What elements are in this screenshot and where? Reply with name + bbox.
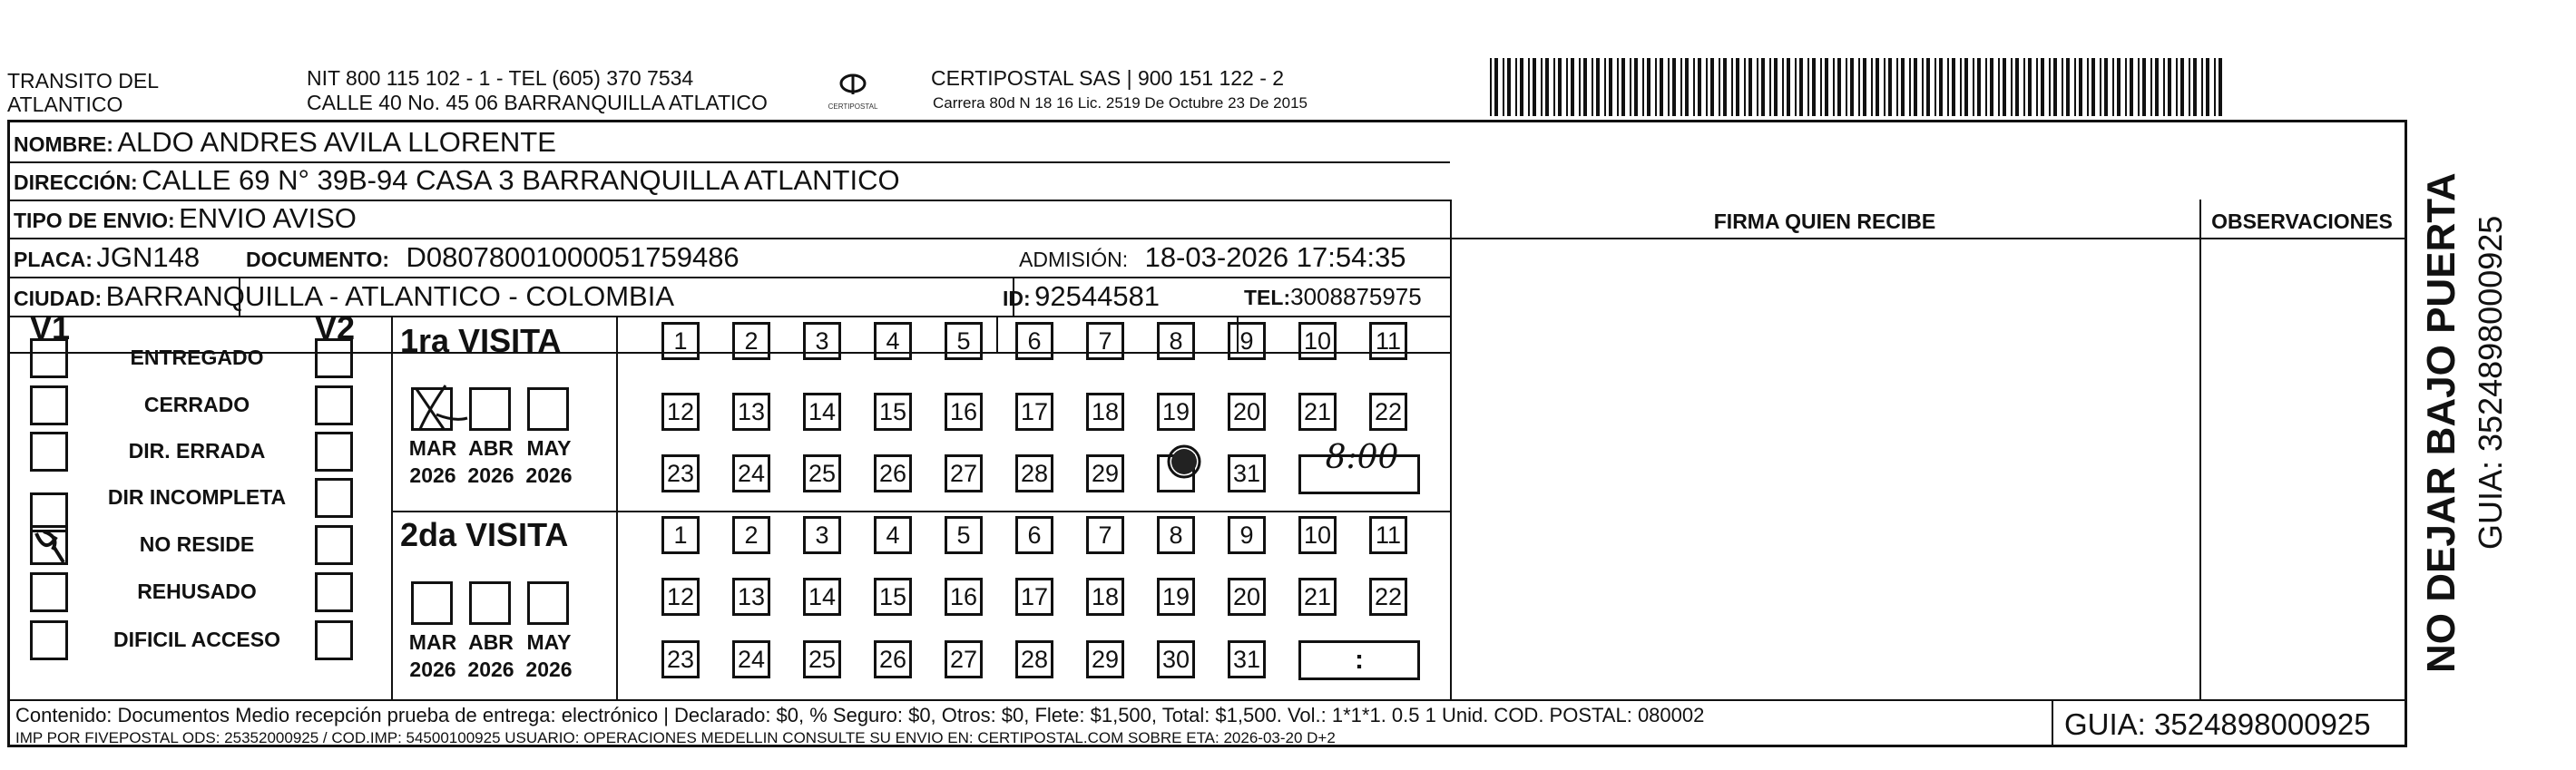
barcode-bar bbox=[2155, 58, 2159, 116]
visit-time-box[interactable]: : bbox=[1298, 640, 1420, 680]
day-box[interactable]: 12 bbox=[661, 578, 700, 616]
address-label: DIRECCIÓN: bbox=[14, 171, 138, 194]
month-label: ABR bbox=[468, 436, 514, 460]
barcode-bar bbox=[1660, 58, 1663, 116]
year-label: 2026 bbox=[409, 658, 456, 681]
v1-checkbox[interactable] bbox=[30, 492, 68, 532]
day-box[interactable]: 28 bbox=[1015, 454, 1053, 492]
admission-label: ADMISIÓN: bbox=[1019, 248, 1129, 271]
barcode-bar bbox=[2087, 58, 2089, 116]
day-box[interactable]: 23 bbox=[661, 454, 700, 492]
barcode-bar bbox=[1985, 58, 1987, 116]
no-dejar-notice: NO DEJAR BAJO PUERTA bbox=[2419, 172, 2463, 673]
month-checkbox[interactable] bbox=[469, 387, 511, 431]
v2-checkbox[interactable] bbox=[315, 478, 353, 518]
barcode-bar bbox=[1799, 58, 1803, 116]
barcode-bar bbox=[1507, 58, 1511, 116]
status-option-label: ENTREGADO bbox=[130, 346, 264, 369]
observations-header: OBSERVACIONES bbox=[2211, 210, 2393, 233]
day-box[interactable]: 2 bbox=[732, 516, 770, 554]
barcode-bar bbox=[1896, 58, 1898, 116]
barcode-bar bbox=[1680, 58, 1682, 116]
shipping-row bbox=[14, 202, 357, 240]
plate-label: PLACA: bbox=[14, 248, 93, 271]
barcode-bar bbox=[2125, 58, 2127, 116]
day-box[interactable]: 8 bbox=[1157, 322, 1195, 360]
barcode-bar bbox=[2036, 58, 2038, 116]
barcode-bar bbox=[2112, 58, 2114, 116]
barcode-bar bbox=[1850, 58, 1854, 116]
day-box[interactable]: 22 bbox=[1369, 578, 1407, 616]
v1-checkbox[interactable] bbox=[30, 432, 68, 472]
barcode-bar bbox=[1634, 58, 1638, 116]
barcode-bar bbox=[2011, 58, 2013, 116]
barcode-bar bbox=[2041, 58, 2044, 116]
day-box[interactable]: 18 bbox=[1086, 578, 1124, 616]
day-box[interactable]: 25 bbox=[803, 640, 841, 678]
year-label: 2026 bbox=[525, 658, 573, 681]
day-box[interactable]: 30 bbox=[1157, 640, 1195, 678]
barcode-bar bbox=[2117, 58, 2121, 116]
day-box[interactable]: 14 bbox=[803, 393, 841, 431]
barcode-bar bbox=[1520, 58, 1523, 116]
barcode bbox=[1488, 58, 2228, 116]
day-box[interactable]: 3 bbox=[803, 516, 841, 554]
day-box[interactable]: 7 bbox=[1086, 322, 1124, 360]
name-row bbox=[14, 126, 556, 164]
barcode-bar bbox=[2062, 58, 2063, 116]
status-option-label: REHUSADO bbox=[137, 580, 257, 603]
day-box[interactable]: 11 bbox=[1369, 322, 1407, 360]
v2-checkbox[interactable] bbox=[315, 385, 353, 425]
status-option-label: DIFICIL ACCESO bbox=[113, 628, 280, 651]
barcode-bar bbox=[1812, 58, 1816, 116]
delivery-form bbox=[7, 120, 2407, 747]
day-box[interactable]: 20 bbox=[1228, 578, 1266, 616]
barcode-bar bbox=[1876, 58, 1879, 116]
day-box[interactable]: 19 bbox=[1157, 578, 1195, 616]
barcode-bar bbox=[1609, 58, 1612, 116]
barcode-bar bbox=[1939, 58, 1943, 116]
day-box[interactable]: 15 bbox=[874, 393, 912, 431]
barcode-bar bbox=[2142, 58, 2146, 116]
barcode-bar bbox=[1782, 58, 1784, 116]
recipient-address: CALLE 69 N° 39B-94 CASA 3 BARRANQUILLA ATLANTICO bbox=[142, 164, 900, 196]
day-box[interactable]: 18 bbox=[1086, 393, 1124, 431]
barcode-bar bbox=[1571, 58, 1574, 116]
tel-value: 3008875975 bbox=[1290, 283, 1422, 310]
id-label: ID: bbox=[1003, 287, 1031, 310]
barcode-bar bbox=[2104, 58, 2108, 116]
month-checkbox[interactable] bbox=[527, 387, 569, 431]
day-box[interactable]: 16 bbox=[945, 578, 983, 616]
barcode-bar bbox=[1630, 58, 1631, 116]
barcode-bar bbox=[1990, 58, 1993, 116]
barcode-bar bbox=[2150, 58, 2152, 116]
second-visit-title: 2da VISITA bbox=[400, 516, 569, 553]
logo-wordmark: CERTIPOSTAL bbox=[828, 102, 878, 111]
barcode-bar bbox=[1490, 58, 1492, 116]
day-box[interactable]: 16 bbox=[945, 393, 983, 431]
guia-number: GUIA: 3524898000925 bbox=[2064, 707, 2371, 741]
barcode-bar bbox=[1901, 58, 1905, 116]
courier-name: CERTIPOSTAL SAS | 900 151 122 - 2 bbox=[931, 66, 1285, 90]
day-box[interactable]: 27 bbox=[945, 454, 983, 492]
day-box[interactable]: 5 bbox=[945, 516, 983, 554]
barcode-bar bbox=[1723, 58, 1727, 116]
barcode-bar bbox=[1748, 58, 1752, 116]
day-box[interactable]: 29 bbox=[1086, 454, 1124, 492]
day-box[interactable]: 20 bbox=[1228, 393, 1266, 431]
barcode-bar bbox=[2138, 58, 2140, 116]
day-box[interactable]: 26 bbox=[874, 640, 912, 678]
status-option-label: DIR. ERRADA bbox=[128, 439, 266, 463]
issuer-address: CALLE 40 No. 45 06 BARRANQUILLA ATLATICO bbox=[307, 91, 768, 114]
barcode-bar bbox=[1553, 58, 1555, 116]
day-box[interactable]: 4 bbox=[874, 516, 912, 554]
barcode-bar bbox=[1769, 58, 1771, 116]
month-label: MAR bbox=[408, 630, 457, 654]
barcode-bar bbox=[1934, 58, 1936, 116]
barcode-bar bbox=[1494, 58, 1498, 116]
name-label: NOMBRE: bbox=[14, 132, 113, 156]
status-option-label: NO RESIDE bbox=[139, 532, 255, 556]
month-checkbox[interactable] bbox=[469, 581, 511, 625]
day-box[interactable]: 2 bbox=[732, 322, 770, 360]
v1-header: V1 bbox=[30, 309, 71, 346]
barcode-bar bbox=[1837, 58, 1841, 116]
barcode-bar bbox=[1672, 58, 1676, 116]
plate-value: JGN148 bbox=[96, 241, 201, 273]
v1-checkbox[interactable] bbox=[30, 620, 68, 660]
barcode-bar bbox=[2130, 58, 2133, 116]
barcode-bar bbox=[1947, 58, 1949, 116]
barcode-bar bbox=[1998, 58, 2000, 116]
barcode-bar bbox=[1884, 58, 1885, 116]
day-box[interactable]: 9 bbox=[1228, 516, 1266, 554]
day-box[interactable]: 26 bbox=[874, 454, 912, 492]
barcode-bar bbox=[2193, 58, 2197, 116]
day-box[interactable]: 21 bbox=[1298, 578, 1337, 616]
checkmark-icon bbox=[409, 382, 473, 436]
day-box[interactable]: 21 bbox=[1298, 393, 1337, 431]
v2-checkbox[interactable] bbox=[315, 620, 353, 660]
barcode-bar bbox=[2168, 58, 2171, 116]
courier-license: Carrera 80d N 18 16 Lic. 2519 De Octubre 23 De 2015 bbox=[933, 94, 1308, 112]
shipping-type: ENVIO AVISO bbox=[179, 202, 357, 234]
barcode-bar bbox=[1566, 58, 1568, 116]
barcode-bar bbox=[2180, 58, 2184, 116]
barcode-bar bbox=[2023, 58, 2025, 116]
admission-row bbox=[1019, 241, 1406, 279]
day-box[interactable]: 17 bbox=[1015, 393, 1053, 431]
status-option-label: CERRADO bbox=[143, 393, 250, 416]
status-option-label: DIR INCOMPLETA bbox=[107, 485, 287, 509]
barcode-bar bbox=[1960, 58, 1962, 116]
barcode-bar bbox=[1774, 58, 1778, 116]
barcode-bar bbox=[2214, 58, 2216, 116]
month-label: MAR bbox=[408, 436, 457, 460]
shipping-label: TIPO DE ENVIO: bbox=[14, 209, 175, 232]
barcode-bar bbox=[2003, 58, 2006, 116]
day-box[interactable]: 7 bbox=[1086, 516, 1124, 554]
side-guia-number: GUIA: 3524898000925 bbox=[2472, 215, 2509, 550]
month-checkbox[interactable] bbox=[411, 581, 453, 625]
day-box[interactable]: 8 bbox=[1157, 516, 1195, 554]
day-box[interactable]: 3 bbox=[803, 322, 841, 360]
barcode-bar bbox=[1668, 58, 1670, 116]
barcode-bar bbox=[2028, 58, 2032, 116]
barcode-bar bbox=[1528, 58, 1530, 116]
year-label: 2026 bbox=[525, 463, 573, 487]
barcode-bar bbox=[1914, 58, 1917, 116]
month-label: ABR bbox=[468, 630, 514, 654]
tel-row bbox=[1244, 280, 1422, 317]
month-label: MAY bbox=[526, 630, 572, 654]
barcode-bar bbox=[2100, 58, 2101, 116]
document-label: DOCUMENTO: bbox=[246, 248, 390, 271]
day-box[interactable]: 10 bbox=[1298, 322, 1337, 360]
year-label: 2026 bbox=[409, 463, 456, 487]
barcode-bar bbox=[1706, 58, 1708, 116]
barcode-bar bbox=[2066, 58, 2070, 116]
barcode-bar bbox=[1863, 58, 1866, 116]
first-visit-title: 1ra VISITA bbox=[400, 322, 562, 359]
city-label: CIUDAD: bbox=[14, 287, 103, 310]
barcode-bar bbox=[1922, 58, 1924, 116]
day-box[interactable]: 19 bbox=[1157, 393, 1195, 431]
barcode-bar bbox=[1596, 58, 1600, 116]
barcode-bar bbox=[2206, 58, 2209, 116]
barcode-bar bbox=[1617, 58, 1619, 116]
print-info: IMP POR FIVEPOSTAL ODS: 25352000925 / COD.IMP: 54500100925 USUARIO: OPERACIONES MEDELLIN CONSULTE SU ENVIO EN: CERTIPOSTAL.COM SOBRE ETA: 2026-03-20 D+2 bbox=[15, 729, 1336, 746]
barcode-bar bbox=[1744, 58, 1746, 116]
barcode-bar bbox=[1736, 58, 1739, 116]
barcode-bar bbox=[1592, 58, 1593, 116]
day-box[interactable]: 24 bbox=[732, 454, 770, 492]
recipient-name: ALDO ANDRES AVILA LLORENTE bbox=[117, 126, 556, 158]
day-box[interactable]: 4 bbox=[874, 322, 912, 360]
barcode-bar bbox=[1952, 58, 1955, 116]
day-box[interactable]: 12 bbox=[661, 393, 700, 431]
issuer-nit: NIT 800 115 102 - 1 - TEL (605) 370 7534 bbox=[307, 66, 694, 90]
day-box[interactable]: 15 bbox=[874, 578, 912, 616]
barcode-bar bbox=[1846, 58, 1847, 116]
admission-value: 18-03-2026 17:54:35 bbox=[1144, 241, 1406, 273]
barcode-bar bbox=[1647, 58, 1650, 116]
barcode-bar bbox=[2201, 58, 2203, 116]
city-value: BARRANQUILLA - ATLANTICO - COLOMBIA bbox=[105, 280, 675, 312]
barcode-bar bbox=[1926, 58, 1930, 116]
day-box[interactable]: 6 bbox=[1015, 322, 1053, 360]
barcode-bar bbox=[1541, 58, 1543, 116]
day-box[interactable]: 29 bbox=[1086, 640, 1124, 678]
barcode-bar bbox=[1858, 58, 1860, 116]
barcode-bar bbox=[1558, 58, 1562, 116]
barcode-bar bbox=[2074, 58, 2076, 116]
day-box[interactable]: 14 bbox=[803, 578, 841, 616]
barcode-bar bbox=[1642, 58, 1644, 116]
day-box[interactable]: 1 bbox=[661, 322, 700, 360]
day-mark-icon bbox=[1166, 443, 1202, 480]
barcode-bar bbox=[1533, 58, 1536, 116]
signature-header: FIRMA QUIEN RECIBE bbox=[1713, 210, 1936, 233]
v1-checkbox[interactable] bbox=[30, 338, 68, 378]
day-box[interactable]: 31 bbox=[1228, 454, 1266, 492]
checkmark-icon bbox=[33, 528, 69, 564]
month-checkbox[interactable] bbox=[527, 581, 569, 625]
barcode-bar bbox=[1833, 58, 1835, 116]
day-box[interactable]: 23 bbox=[661, 640, 700, 678]
day-box[interactable]: 28 bbox=[1015, 640, 1053, 678]
v2-header: V2 bbox=[315, 309, 356, 346]
day-box[interactable]: 13 bbox=[732, 578, 770, 616]
v2-checkbox[interactable] bbox=[315, 525, 353, 565]
barcode-bar bbox=[1710, 58, 1714, 116]
barcode-bar bbox=[1820, 58, 1822, 116]
id-row bbox=[1003, 280, 1160, 318]
day-box[interactable]: 24 bbox=[732, 640, 770, 678]
barcode-bar bbox=[2163, 58, 2165, 116]
v1-checkbox[interactable] bbox=[30, 385, 68, 425]
handwritten-time: 8:00 bbox=[1325, 439, 1399, 476]
tel-label: TEL: bbox=[1244, 286, 1291, 309]
barcode-bar bbox=[1731, 58, 1733, 116]
barcode-bar bbox=[1761, 58, 1765, 116]
barcode-bar bbox=[1621, 58, 1625, 116]
barcode-bar bbox=[1693, 58, 1695, 116]
document-row bbox=[246, 241, 739, 279]
barcode-bar bbox=[1795, 58, 1797, 116]
barcode-bar bbox=[2079, 58, 2082, 116]
certipostal-logo bbox=[817, 65, 889, 116]
barcode-bar bbox=[1807, 58, 1809, 116]
barcode-bar bbox=[1825, 58, 1828, 116]
barcode-bar bbox=[2176, 58, 2178, 116]
barcode-bar bbox=[2015, 58, 2019, 116]
barcode-bar bbox=[1583, 58, 1587, 116]
issuer-name-line1: TRANSITO DEL bbox=[7, 69, 159, 93]
barcode-bar bbox=[1871, 58, 1873, 116]
barcode-bar bbox=[1977, 58, 1981, 116]
day-box[interactable]: 9 bbox=[1228, 322, 1266, 360]
barcode-bar bbox=[1757, 58, 1758, 116]
day-box[interactable]: 13 bbox=[732, 393, 770, 431]
address-row bbox=[14, 164, 900, 202]
v2-checkbox[interactable] bbox=[315, 338, 353, 378]
v2-checkbox[interactable] bbox=[315, 432, 353, 472]
day-box[interactable]: 10 bbox=[1298, 516, 1337, 554]
day-box[interactable]: 17 bbox=[1015, 578, 1053, 616]
day-box[interactable]: 11 bbox=[1369, 516, 1407, 554]
id-value: 92544581 bbox=[1034, 280, 1161, 312]
day-box[interactable]: 1 bbox=[661, 516, 700, 554]
content-description: Contenido: Documentos Medio recepción prueba de entrega: electrónico | Declarado: $0, % Seguro: $0, Otros: $0, Flete: $1,500, Total: $1,500. Vol.: 1*1*1. 0.5 1 Unid. COD. POSTAL: 080002 bbox=[15, 704, 1705, 726]
day-box[interactable]: 5 bbox=[945, 322, 983, 360]
barcode-bar bbox=[1685, 58, 1689, 116]
barcode-bar bbox=[1787, 58, 1790, 116]
barcode-bar bbox=[1655, 58, 1657, 116]
year-label: 2026 bbox=[467, 658, 514, 681]
issuer-name-line2: ATLANTICO bbox=[7, 93, 123, 116]
barcode-bar bbox=[1604, 58, 1606, 116]
day-box[interactable]: 25 bbox=[803, 454, 841, 492]
day-box[interactable]: 6 bbox=[1015, 516, 1053, 554]
day-box[interactable]: 22 bbox=[1369, 393, 1407, 431]
day-box[interactable]: 27 bbox=[945, 640, 983, 678]
year-label: 2026 bbox=[467, 463, 514, 487]
barcode-bar bbox=[2218, 58, 2222, 116]
barcode-bar bbox=[1698, 58, 1701, 116]
month-label: MAY bbox=[526, 436, 572, 460]
barcode-bar bbox=[2189, 58, 2190, 116]
barcode-bar bbox=[1964, 58, 1968, 116]
plate-row bbox=[14, 241, 200, 279]
day-box[interactable]: 31 bbox=[1228, 640, 1266, 678]
barcode-bar bbox=[1515, 58, 1517, 116]
barcode-bar bbox=[1973, 58, 1974, 116]
barcode-bar bbox=[1909, 58, 1911, 116]
barcode-bar bbox=[2091, 58, 2095, 116]
barcode-bar bbox=[2053, 58, 2057, 116]
barcode-bar bbox=[2049, 58, 2051, 116]
barcode-bar bbox=[1545, 58, 1549, 116]
v1-checkbox[interactable] bbox=[30, 572, 68, 612]
barcode-bar bbox=[1888, 58, 1892, 116]
document-value: D08078001000051759486 bbox=[406, 241, 739, 273]
v2-checkbox[interactable] bbox=[315, 572, 353, 612]
barcode-bar bbox=[1719, 58, 1720, 116]
barcode-bar bbox=[1579, 58, 1581, 116]
barcode-bar bbox=[1503, 58, 1504, 116]
